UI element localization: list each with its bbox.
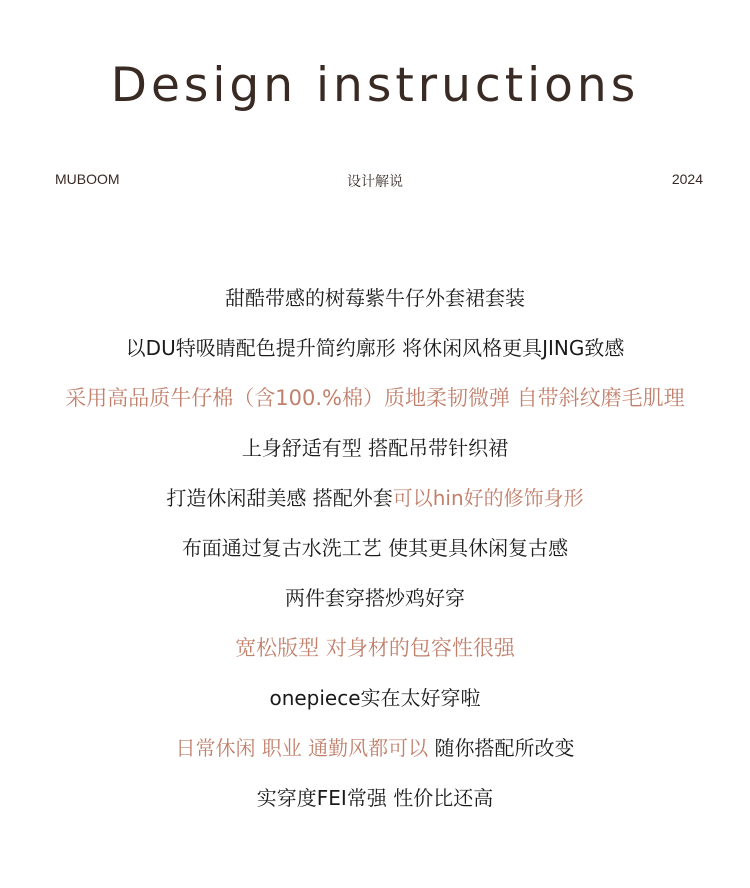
description-line xyxy=(0,680,750,730)
line-segment-highlight: 日常休闲 职业 通勤风都可以 xyxy=(175,736,435,760)
line-segment: 上身舒适有型 搭配吊带针织裙 xyxy=(241,436,509,460)
line-segment: 采用高品质牛仔棉（含100.%棉）质地柔韧微弹 自带斜纹磨毛肌理 xyxy=(65,386,685,410)
line-segment: onepiece实在太好穿啦 xyxy=(269,686,481,710)
line-segment: 两件套穿搭炒鸡好穿 xyxy=(285,586,465,610)
description-line xyxy=(0,480,750,530)
line-segment: 宽松版型 对身材的包容性很强 xyxy=(235,636,515,660)
line-segment: 甜酷带感的树莓紫牛仔外套裙套装 xyxy=(225,286,525,310)
description-line xyxy=(0,430,750,480)
line-segment: 以DU特吸睛配色提升简约廓形 将休闲风格更具JING致感 xyxy=(125,336,625,360)
description-line xyxy=(0,380,750,430)
line-segment-highlight: 可以hin好的修饰身形 xyxy=(392,486,584,510)
description-line xyxy=(0,780,750,830)
description-lines xyxy=(0,280,750,830)
line-segment: 随你搭配所改变 xyxy=(434,736,575,760)
line-segment: 打造休闲甜美感 搭配外套 xyxy=(166,486,393,510)
line-segment: 实穿度FEI常强 性价比还高 xyxy=(256,786,494,810)
year-label: 2024 xyxy=(671,171,703,187)
description-line xyxy=(0,630,750,680)
brand-label: MUBOOM xyxy=(55,171,120,187)
description-line xyxy=(0,280,750,330)
page-title: Design instructions xyxy=(110,58,640,113)
description-line xyxy=(0,330,750,380)
description-line xyxy=(0,530,750,580)
description-line xyxy=(0,580,750,630)
section-label: 设计解说 xyxy=(347,173,403,189)
line-segment: 布面通过复古水洗工艺 使其更具休闲复古感 xyxy=(181,536,569,560)
description-line xyxy=(0,730,750,780)
